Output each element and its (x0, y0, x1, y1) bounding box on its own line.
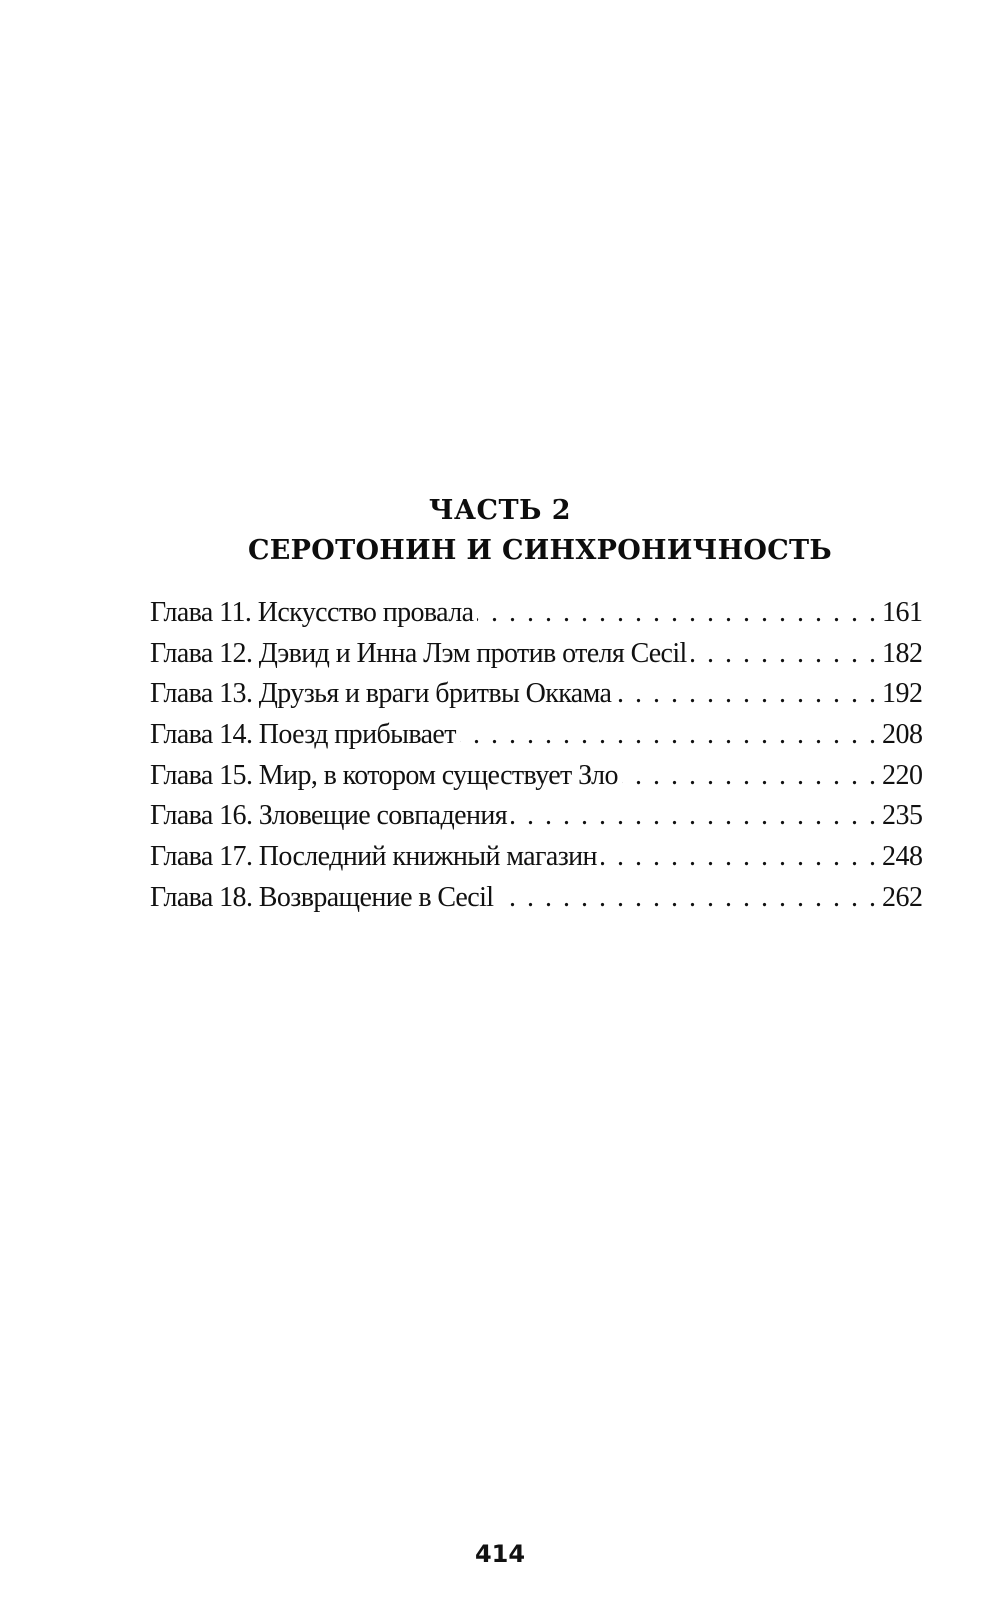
toc-entry[interactable] (150, 796, 922, 837)
toc-entry[interactable] (150, 593, 922, 634)
toc-entry-title: Глава 18. Возвращение в Cecil (150, 881, 494, 913)
toc-entry[interactable] (150, 878, 922, 919)
toc-entry-page: 182 (882, 637, 923, 669)
table-of-contents (150, 593, 922, 919)
toc-entry[interactable] (150, 756, 922, 797)
toc-entry-page: 235 (882, 800, 923, 832)
toc-entry-title: Глава 17. Последний книжный магазин (150, 841, 597, 873)
toc-entry-title: Глава 16. Зловещие совпадения (150, 800, 508, 832)
toc-entry[interactable] (150, 715, 922, 756)
toc-entry-page: 262 (882, 881, 923, 913)
part-title-heading: СЕРОТОНИН И СИНХРОНИЧНОСТЬ (248, 535, 832, 566)
dot-leader (691, 634, 876, 674)
page-number: 414 (474, 1540, 526, 1568)
dot-leader (622, 756, 876, 796)
toc-entry-page: 248 (882, 841, 923, 873)
toc-entry-title: Глава 11. Искусство провала (150, 597, 474, 628)
toc-entry-page: 220 (882, 759, 923, 791)
dot-leader (497, 878, 876, 918)
toc-entry-title: Глава 12. Дэвид и Инна Лэм против отеля Cecil (150, 637, 687, 669)
toc-entry-page: 192 (882, 678, 923, 710)
part-number-heading: ЧАСТЬ 2 (428, 495, 572, 526)
dot-leader (477, 593, 876, 633)
dot-leader (511, 796, 876, 836)
dot-leader (601, 837, 876, 877)
toc-entry-title: Глава 13. Друзья и враги бритвы Оккама (150, 678, 612, 710)
dot-leader (615, 674, 876, 714)
toc-entry[interactable] (150, 674, 922, 715)
toc-entry[interactable] (150, 634, 922, 675)
dot-leader (460, 715, 876, 755)
toc-entry-page: 161 (882, 597, 923, 628)
toc-entry-title: Глава 15. Мир, в котором существует Зло (150, 759, 618, 791)
toc-entry-page: 208 (882, 719, 923, 751)
toc-entry-title: Глава 14. Поезд прибывает (150, 719, 456, 751)
toc-entry[interactable] (150, 837, 922, 878)
